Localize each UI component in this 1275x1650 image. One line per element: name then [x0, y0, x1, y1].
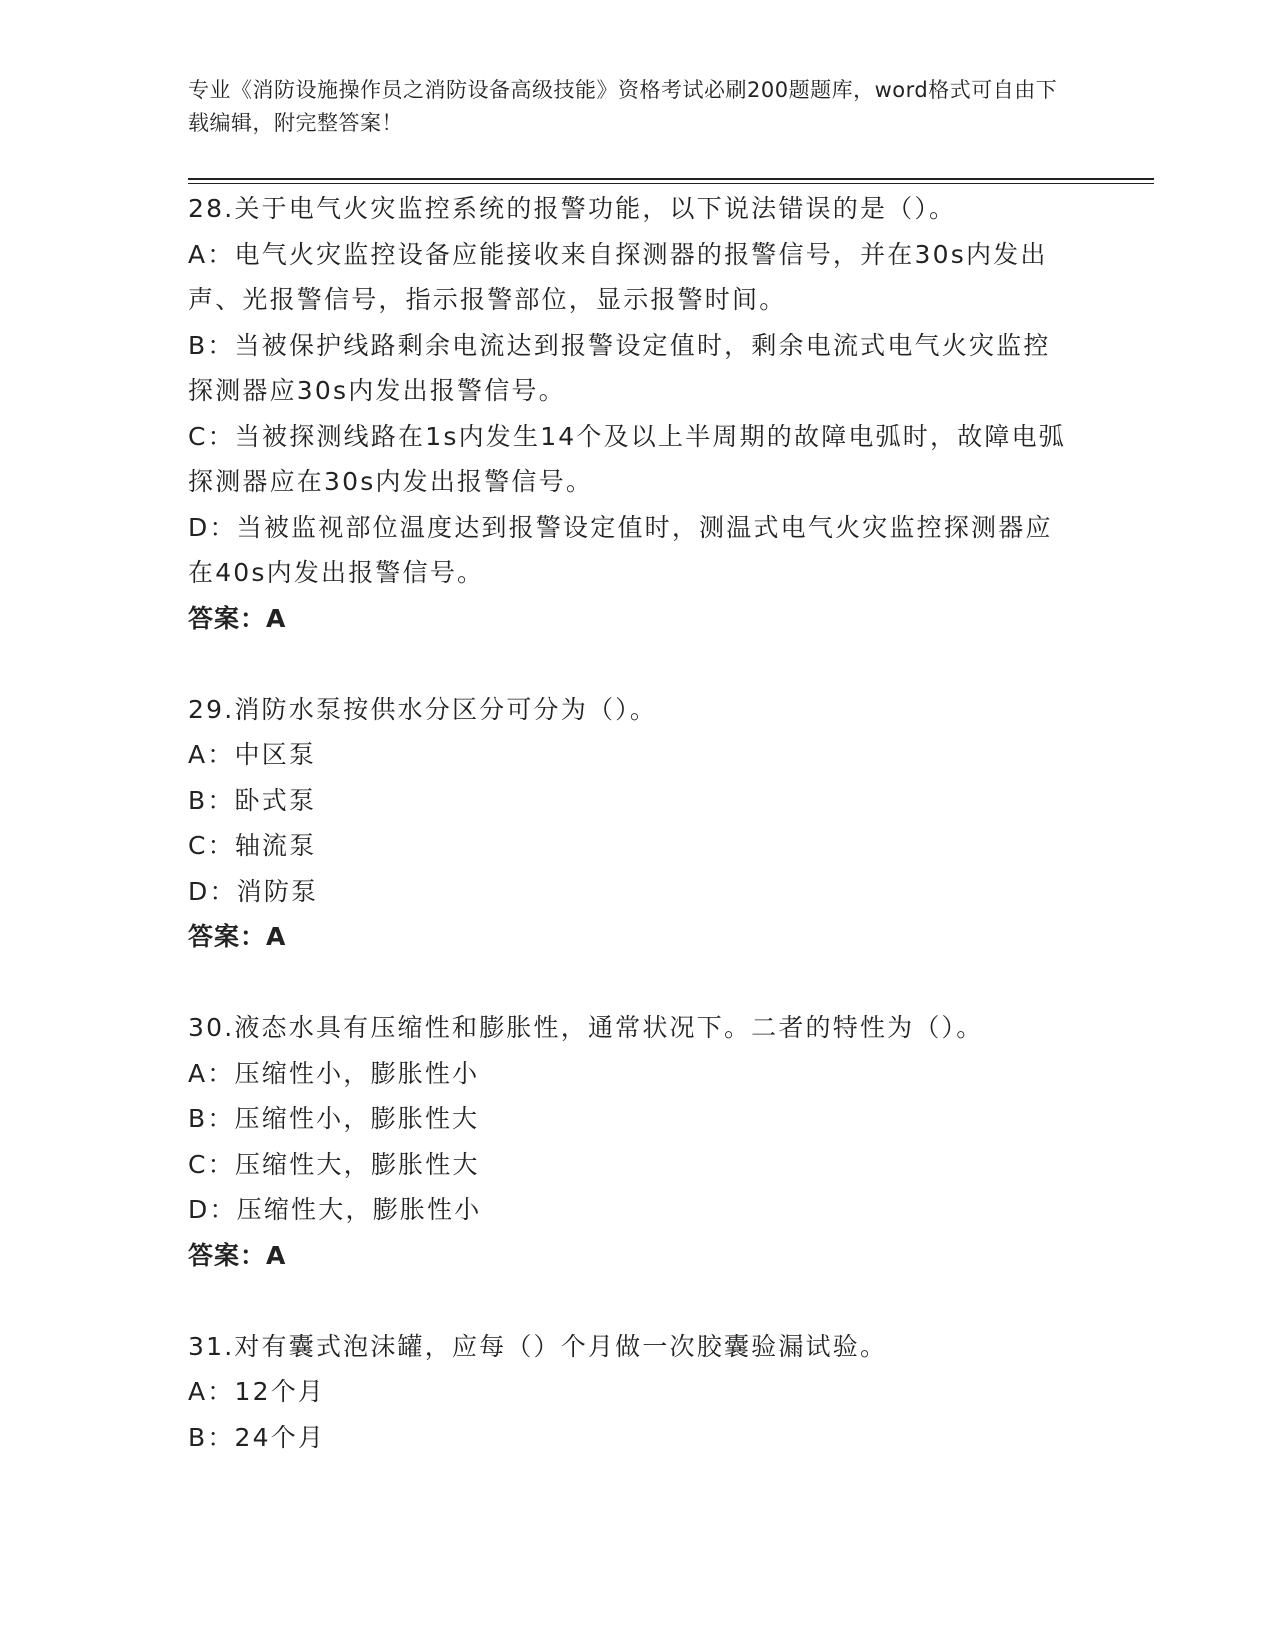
- option-a: A：电气火灾监控设备应能接收来自探测器的报警信号，并在30s内发出声、光报警信号，指示报警部位，显示报警时间。: [188, 239, 1048, 314]
- option-c: C：轴流泵: [188, 831, 317, 860]
- header-divider: [188, 178, 1154, 180]
- question-31: [188, 1324, 1068, 1461]
- answer: 答案：A: [188, 603, 287, 633]
- question-28: [188, 186, 1068, 641]
- question-stem: 29.消防水泵按供水分区分可分为（）。: [188, 694, 658, 724]
- option-d: D：压缩性大，膨胀性小: [188, 1195, 482, 1224]
- option-a: A：压缩性小，膨胀性小: [188, 1058, 480, 1088]
- option-b: B：24个月: [188, 1422, 326, 1452]
- option-a: A：12个月: [188, 1377, 326, 1406]
- option-d: D：消防泵: [188, 876, 319, 906]
- header-divider-thin: [188, 183, 1154, 184]
- question-30: [188, 1005, 1068, 1278]
- question-stem: 28.关于电气火灾监控系统的报警功能，以下说法错误的是（）。: [188, 194, 957, 223]
- option-c: C：当被探测线路在1s内发生14个及以上半周期的故障电弧时，故障电弧探测器应在30s内发出报警信号。: [188, 421, 1067, 496]
- option-a: A：中区泵: [188, 740, 317, 769]
- question-stem: 30.液态水具有压缩性和膨胀性，通常状况下。二者的特性为（）。: [188, 1013, 984, 1042]
- document-header: 专业《消防设施操作员之消防设备高级技能》资格考试必刷200题题库，word格式可自由下载编辑，附完整答案！: [188, 78, 1058, 135]
- answer: 答案：A: [188, 922, 287, 951]
- option-b: B：卧式泵: [188, 785, 317, 815]
- option-c: C：压缩性大，膨胀性大: [188, 1149, 480, 1179]
- option-d: D：当被监视部位温度达到报警设定值时，测温式电气火灾监控探测器应在40s内发出报警信号。: [188, 512, 1053, 587]
- question-29: [188, 687, 1068, 960]
- option-b: B：当被保护线路剩余电流达到报警设定值时，剩余电流式电气火灾监控探测器应30s内发出报警信号。: [188, 330, 1051, 405]
- question-stem: 31.对有囊式泡沫罐，应每（）个月做一次胶囊验漏试验。: [188, 1331, 888, 1361]
- question-list: [188, 186, 1068, 1460]
- option-b: B：压缩性小，膨胀性大: [188, 1104, 480, 1133]
- answer: 答案：A: [188, 1240, 287, 1270]
